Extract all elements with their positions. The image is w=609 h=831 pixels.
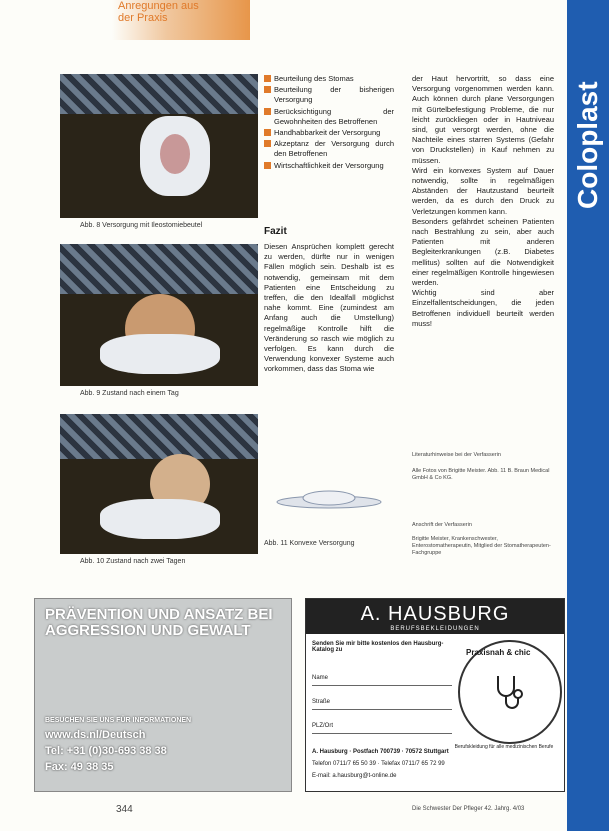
page-number: 344 xyxy=(116,804,133,815)
fazit-text: Diesen Ansprüchen komplett gerecht zu werden, dürfte nur in wenigen Fällen möglich sein. Deshalb ist es notwendig, gemeinsam mit dem Patienten eine Entscheidung zu treffen, die den Idealfall möglichst nahe kommt. Eine (zumindest am Anfang auch die Umstellung) regelmäßige Kontrolle hilft die Veränderung so rasch wie möglich zu verfolgen. Es kann durch die Verwendung konvexer Systeme auch vorkommen, dass das Stoma wie xyxy=(264,242,394,374)
field-name[interactable] xyxy=(312,685,452,686)
stethoscope-icon xyxy=(488,670,532,714)
ad-address: A. Hausburg · Postfach 700739 · 70572 Stuttgart xyxy=(312,749,449,755)
brand-logo: Coloplast xyxy=(572,81,603,209)
figure-10-photo xyxy=(60,414,258,554)
list-item: Wirtschaftlichkeit der Versorgung xyxy=(264,161,394,171)
list-item: Beurteilung des Stomas xyxy=(264,74,394,84)
ad-sub: BESUCHEN SIE UNS FÜR INFORMATIONEN xyxy=(45,717,192,724)
stamp-top-text: Praxisnah & chic xyxy=(466,648,531,657)
stamp-bottom-text: Berufskleidung für alle medizinischen Berufe xyxy=(454,744,554,750)
section-header xyxy=(112,0,250,40)
hausburg-logo: A. HAUSBURG BERUFSBEKLEIDUNGEN xyxy=(306,599,564,634)
paragraph: der Haut hervortritt, so dass eine Versorgung vorgenommen werden kann. Auch können durch plane Versorgungen mit Gürtelbefestigung Probleme, die nur leicht zurückliegen oder in Hautniveau sind, gut versorgt werden, ohne die Nachteile eines starren Systems (Gefahr von Druckstellen) in Kauf nehmen zu müssen. xyxy=(412,74,554,165)
ad-tel: Tel: +31 (0)30-693 38 38 xyxy=(45,745,167,757)
paragraph: Besonders gefährdet scheinen Patienten nach Bestrahlung zu sein, aber auch Patienten mit anderen Begleiterkrankungen (z.B. Diabetes mellitus) sollten auf die Notwendigkeit einer regelmäßigen Kontrolle hingewiesen werden. xyxy=(412,216,554,288)
figure-8-photo xyxy=(60,74,258,218)
figure-10-caption: Abb. 10 Zustand nach zwei Tagen xyxy=(80,558,186,565)
refs-title: Literaturhinweise bei der Verfasserin xyxy=(412,452,501,458)
criteria-list xyxy=(264,74,394,172)
fazit-heading: Fazit xyxy=(264,226,287,237)
field-street-label: Straße xyxy=(312,699,331,705)
figure-11-image xyxy=(264,430,394,530)
list-item: Beurteilung der bisherigen Versorgung xyxy=(264,85,394,105)
author-title: Anschrift der Verfasserin xyxy=(412,522,472,528)
refs-text: Alle Fotos von Brigitte Meister. Abb. 11 B. Braun Medical GmbH & Co KG. xyxy=(412,468,550,481)
author-text: Brigitte Meister, Krankenschwester, Enterostomatherapeutin, Mitglied der Stomatherapeuten-Fachgruppe xyxy=(412,536,551,556)
figure-8-caption: Abb. 8 Versorgung mit Ileostomiebeutel xyxy=(80,222,203,229)
section-line2: der Praxis xyxy=(118,12,168,24)
field-city-label: PLZ/Ort xyxy=(312,723,334,729)
list-item: Berücksichtigung der Gewohnheiten des Betroffenen xyxy=(264,107,394,127)
field-name-label: Name xyxy=(312,675,329,681)
ad-email[interactable]: E-mail: a.hausburg@t-online.de xyxy=(312,773,397,779)
journal-ref: Die Schwester Der Pfleger 42. Jahrg. 4/03 xyxy=(412,806,525,812)
ad-headline: PRÄVENTION UND ANSATZ BEI AGGRESSION UND GEWALT xyxy=(45,606,273,639)
figure-9-caption: Abb. 9 Zustand nach einem Tag xyxy=(80,390,179,397)
ad-fax: Fax: 49 38 35 xyxy=(45,761,114,773)
paragraph: Wird ein konvexes System auf Dauer notwendig, sollte in regelmäßigen Abständen der Hautzustand beurteilt werden, da es durch den Druck zu Verletzungen kommen kann. xyxy=(412,165,554,216)
figure-9-photo xyxy=(60,244,258,386)
field-city[interactable] xyxy=(312,733,452,734)
ad-web[interactable]: www.ds.nl/Deutsch xyxy=(45,729,146,741)
paragraph: Wichtig sind aber Einzelfallentscheidungen, die jeden Betroffenen individuell beurteilt werden muss! xyxy=(412,288,554,328)
right-column xyxy=(412,74,554,329)
list-item: Akzeptanz der Versorgung durch den Betroffenen xyxy=(264,139,394,159)
figure-11-caption: Abb. 11 Konvexe Versorgung xyxy=(264,540,355,547)
form-title: Senden Sie mir bitte kostenlos den Hausburg-Katalog zu xyxy=(312,641,444,653)
ad-phone: Telefon 0711/7 65 50 39 · Telefax 0711/7 65 72 99 xyxy=(312,761,445,767)
convex-wafer-illustration xyxy=(264,430,394,530)
field-street[interactable] xyxy=(312,709,452,710)
section-line1: Anregungen aus xyxy=(118,0,199,12)
list-item: Handhabbarkeit der Versorgung xyxy=(264,128,394,138)
prevention-ad[interactable] xyxy=(34,598,292,792)
